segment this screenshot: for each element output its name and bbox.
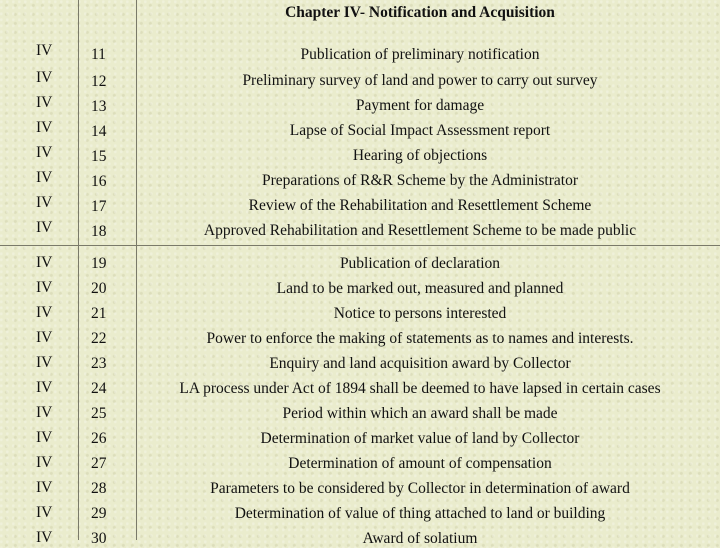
section-number-cell: 15 <box>91 148 107 165</box>
chapter-cell: IV <box>36 94 53 111</box>
section-description-cell: Publication of preliminary notification <box>300 46 540 63</box>
chapter-cell: IV <box>36 479 53 496</box>
chapter-cell: IV <box>36 279 53 296</box>
section-number-cell: 22 <box>91 330 107 347</box>
section-number-cell: 16 <box>91 173 107 190</box>
section-number-cell: 14 <box>91 123 107 140</box>
section-description-cell: Determination of value of thing attached to land or building <box>234 505 606 522</box>
column-divider <box>78 0 79 540</box>
section-description-cell: Land to be marked out, measured and planned <box>276 280 564 297</box>
section-number-cell: 11 <box>91 46 106 63</box>
section-number-cell: 18 <box>91 223 107 240</box>
row-divider <box>0 245 720 246</box>
section-description-cell: Period within which an award shall be made <box>282 405 558 422</box>
chapter-cell: IV <box>36 429 53 446</box>
section-description-cell: Payment for damage <box>355 97 485 114</box>
section-description-cell: Preparations of R&R Scheme by the Administrator <box>262 172 578 189</box>
section-description-cell: Award of solatium <box>362 530 478 547</box>
section-description-cell: Publication of declaration <box>339 255 501 272</box>
section-description-cell: Notice to persons interested <box>333 305 507 322</box>
section-number-cell: 26 <box>91 430 107 447</box>
section-description-cell: Lapse of Social Impact Assessment report <box>289 122 551 139</box>
chapter-cell: IV <box>36 144 53 161</box>
section-number-cell: 28 <box>91 480 107 497</box>
chapter-cell: IV <box>36 529 53 546</box>
chapter-cell: IV <box>36 404 53 421</box>
section-number-cell: 13 <box>91 98 107 115</box>
chapter-cell: IV <box>36 304 53 321</box>
section-description-cell: Hearing of objections <box>352 147 488 164</box>
section-description-cell: Review of the Rehabilitation and Resettlement Scheme <box>248 197 592 214</box>
section-number-cell: 19 <box>91 255 107 272</box>
section-number-cell: 12 <box>91 73 107 90</box>
chapter-cell: IV <box>36 329 53 346</box>
column-divider <box>136 0 137 540</box>
section-description-cell: Determination of market value of land by Collector <box>260 430 580 447</box>
section-number-cell: 20 <box>91 280 107 297</box>
chapter-cell: IV <box>36 379 53 396</box>
chapter-cell: IV <box>36 194 53 211</box>
chapter-cell: IV <box>36 42 53 59</box>
chapter-cell: IV <box>36 119 53 136</box>
chapter-cell: IV <box>36 219 53 236</box>
section-number-cell: 29 <box>91 505 107 522</box>
section-description-cell: Enquiry and land acquisition award by Collector <box>269 355 571 372</box>
section-number-cell: 30 <box>91 530 107 547</box>
section-number-cell: 23 <box>91 355 107 372</box>
chapter-title: Chapter IV- Notification and Acquisition <box>285 4 555 21</box>
section-number-cell: 25 <box>91 405 107 422</box>
section-description-cell: LA process under Act of 1894 shall be deemed to have lapsed in certain cases <box>179 380 661 397</box>
chapter-cell: IV <box>36 354 53 371</box>
chapter-cell: IV <box>36 69 53 86</box>
section-description-cell: Power to enforce the making of statements as to names and interests. <box>206 330 634 347</box>
section-description-cell: Approved Rehabilitation and Resettlement Scheme to be made public <box>203 222 637 239</box>
chapter-cell: IV <box>36 169 53 186</box>
section-description-cell: Determination of amount of compensation <box>288 455 552 472</box>
section-number-cell: 17 <box>91 198 107 215</box>
chapter-cell: IV <box>36 454 53 471</box>
section-description-cell: Preliminary survey of land and power to carry out survey <box>242 72 598 89</box>
section-number-cell: 21 <box>91 305 107 322</box>
section-number-cell: 24 <box>91 380 107 397</box>
chapter-cell: IV <box>36 504 53 521</box>
chapter-cell: IV <box>36 254 53 271</box>
section-number-cell: 27 <box>91 455 107 472</box>
section-description-cell: Parameters to be considered by Collector in determination of award <box>210 480 630 497</box>
